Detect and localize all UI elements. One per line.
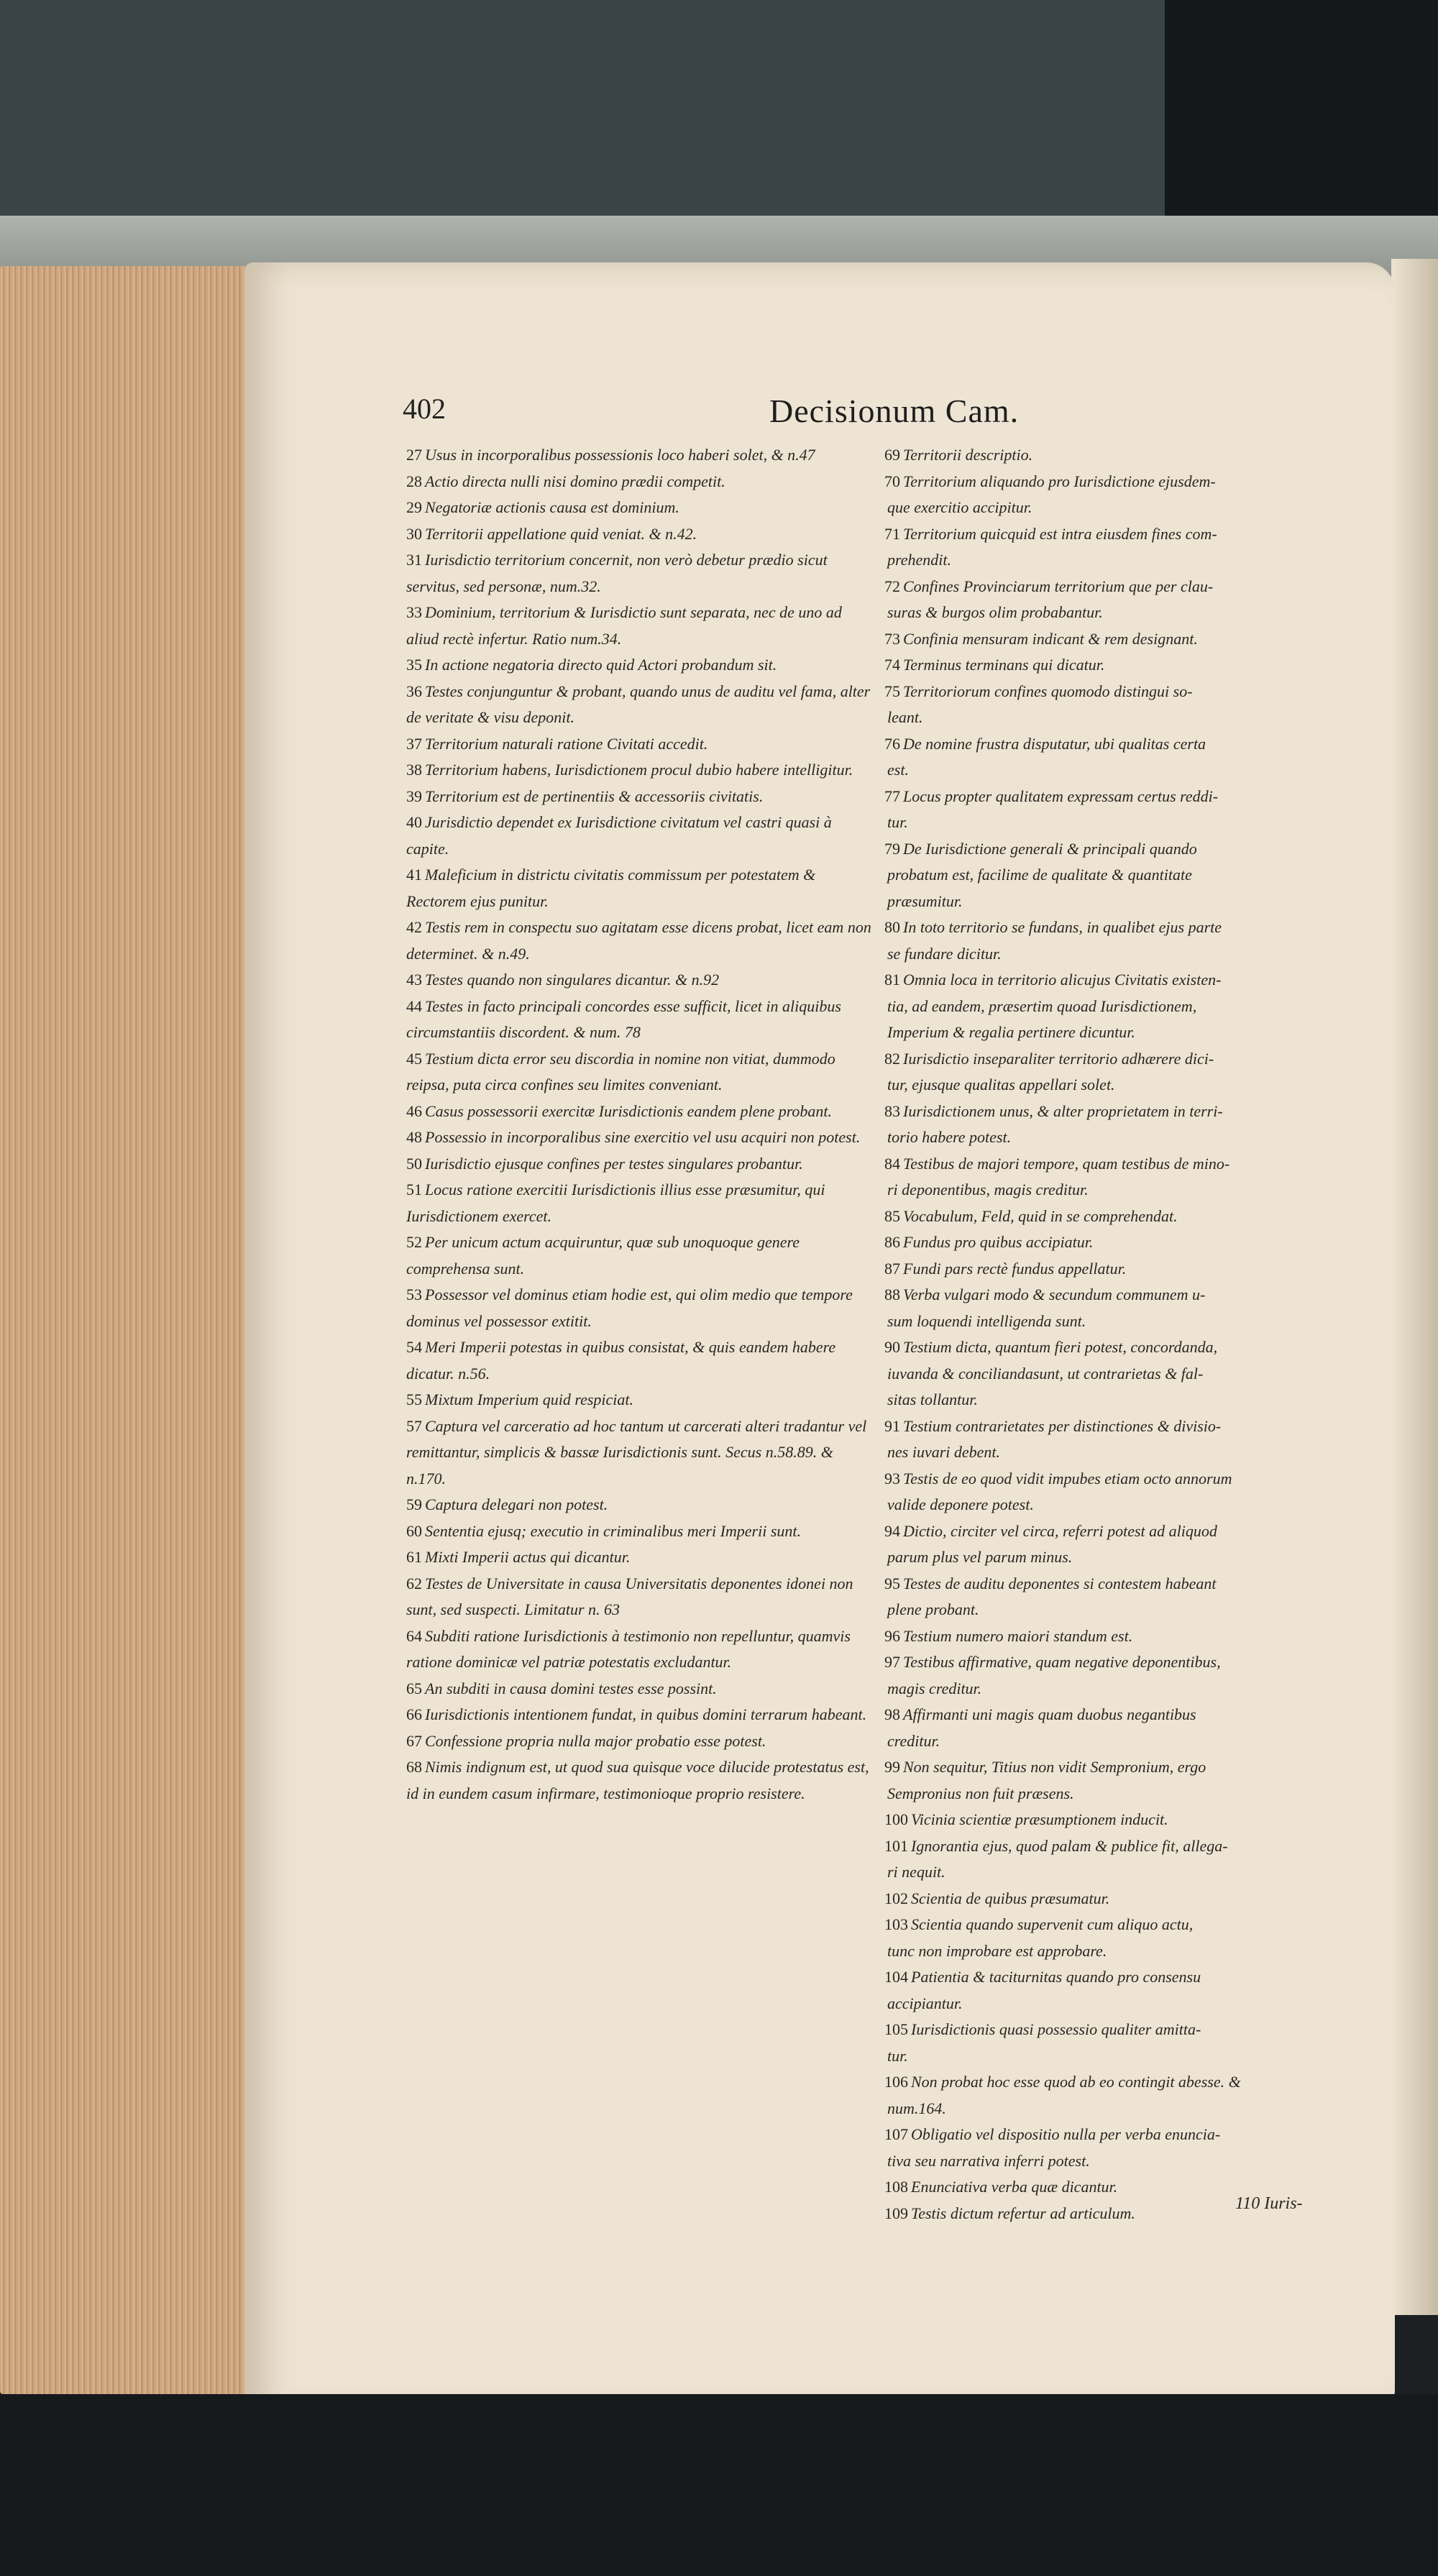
index-entry — [884, 1623, 1345, 1650]
entry-text: In toto territorio se fundans, in qualibet ejus parte — [903, 918, 1222, 936]
entry-number: 83 — [884, 1101, 900, 1120]
entry-text: Per unicum actum acquiruntur, quæ sub unoquoque genere comprehensa sunt. — [406, 1233, 800, 1278]
index-entry — [884, 1072, 1345, 1099]
entry-number: 80 — [884, 918, 900, 936]
entry-text: tur, ejusque qualitas appellari solet. — [887, 1076, 1115, 1094]
entry-text: Fundi pars rectè fundus appellatur. — [903, 1259, 1127, 1278]
facing-page-edge — [1391, 259, 1438, 2315]
entry-text: Testes conjunguntur & probant, quando unus de auditu vel fama, alter de veritate & visu deponit. — [406, 682, 871, 726]
entry-number: 48 — [406, 1128, 422, 1146]
index-column-left — [406, 442, 874, 1807]
entry-text: Testis dictum refertur ad articulum. — [911, 2204, 1135, 2222]
entry-text: Omnia loca in territorio alicujus Civitatis existen- — [903, 971, 1222, 989]
index-entry — [884, 1099, 1345, 1125]
index-entry — [884, 679, 1345, 705]
entry-text: sitas tollantur. — [887, 1390, 978, 1408]
index-entry — [884, 1124, 1345, 1151]
entry-text: Scientia de quibus præsumatur. — [911, 1889, 1110, 1907]
index-entry — [884, 1781, 1345, 1807]
entry-text: nes iuvari debent. — [887, 1443, 1001, 1461]
index-entry — [884, 1492, 1345, 1518]
catchword: 110 Iuris- — [1235, 2194, 1303, 2213]
index-entry — [884, 652, 1345, 679]
index-entry — [406, 1702, 874, 1728]
entry-text: Testis de eo quod vidit impubes etiam octo annorum — [903, 1469, 1232, 1488]
index-entry — [884, 1544, 1345, 1571]
entry-text: De nomine frustra disputatur, ubi qualitas certa — [903, 734, 1206, 753]
index-entry — [884, 1728, 1345, 1755]
entry-text: An subditi in causa domini testes esse possint. — [425, 1679, 717, 1697]
index-entry — [884, 2148, 1345, 2175]
index-entry — [884, 994, 1345, 1020]
entry-text: Vicinia scientiæ præsumptionem inducit. — [911, 1810, 1168, 1828]
index-entry — [884, 889, 1345, 915]
entry-text: Confessione propria nulla major probatio esse potest. — [425, 1731, 766, 1750]
entry-text: Confinia mensuram indicant & rem designant. — [903, 629, 1198, 648]
entry-number: 93 — [884, 1469, 900, 1488]
entry-number: 74 — [884, 656, 900, 674]
entry-number: 71 — [884, 524, 900, 543]
index-entry — [884, 1807, 1345, 1833]
entry-number: 59 — [406, 1495, 422, 1513]
entry-number: 77 — [884, 787, 900, 805]
index-entry — [884, 521, 1345, 548]
entry-text: tiva seu narrativa inferri potest. — [887, 2151, 1090, 2170]
entry-number: 76 — [884, 734, 900, 753]
entry-number: 39 — [406, 787, 422, 805]
index-entry — [406, 967, 874, 994]
entry-text: Scientia quando supervenit cum aliquo actu, — [911, 1915, 1194, 1933]
entry-text: Iurisdictionem unus, & alter proprietatem in terri- — [903, 1101, 1223, 1120]
entry-text: Testibus affirmative, quam negative deponentibus, — [903, 1653, 1221, 1671]
index-entry — [884, 1649, 1345, 1676]
entry-number: 37 — [406, 734, 422, 753]
entry-number: 79 — [884, 839, 900, 858]
entry-text: Testium contrarietates per distinctiones & divisio- — [903, 1416, 1222, 1435]
entry-text: Dictio, circiter vel circa, referri potest ad aliquod — [903, 1521, 1217, 1540]
index-entry — [884, 1177, 1345, 1204]
entry-number: 46 — [406, 1101, 422, 1120]
entry-text: prehendit. — [887, 551, 951, 569]
entry-text: Iurisdictio territorium concernit, non verò debetur prædio sicut servitus, sed personæ, num.32. — [406, 551, 828, 595]
entry-text: Testibus de majori tempore, quam testibus de mino- — [903, 1154, 1230, 1173]
entry-number: 33 — [406, 603, 422, 621]
entry-text: Dominium, territorium & Iurisdictio sunt separata, nec de uno ad aliud rectè infertur. Ratio num.34. — [406, 603, 842, 648]
entry-text: accipiantur. — [887, 1994, 963, 2012]
entry-number: 53 — [406, 1285, 422, 1303]
index-entry — [884, 1439, 1345, 1466]
entry-text: Verba vulgari modo & secundum communem u- — [903, 1285, 1206, 1303]
entry-number: 68 — [406, 1758, 422, 1776]
index-entry — [884, 1754, 1345, 1781]
entry-text: Testes de Universitate in causa Universitatis deponentes idonei non sunt, sed suspecti. Limitatur n. 63 — [406, 1574, 853, 1618]
index-entry — [406, 1544, 874, 1571]
entry-number: 109 — [884, 2204, 908, 2222]
entry-text: Affirmanti uni magis quam duobus negantibus — [903, 1705, 1196, 1723]
entry-number: 44 — [406, 996, 422, 1015]
entry-number: 72 — [884, 577, 900, 595]
index-entry — [884, 862, 1345, 889]
entry-text: Sententia ejusq; executio in criminalibus meri Imperii sunt. — [425, 1521, 802, 1540]
entry-number: 43 — [406, 971, 422, 989]
entry-text: Enunciativa verba quæ dicantur. — [911, 2178, 1118, 2196]
entry-text: Non sequitur, Titius non vidit Sempronium, ergo — [903, 1758, 1206, 1776]
entry-number: 70 — [884, 472, 900, 490]
entry-text: Ignorantia ejus, quod palam & publice fit, allega- — [911, 1836, 1228, 1855]
entry-text: Subditi ratione Iurisdictionis à testimonio non repelluntur, quamvis ratione dominicæ vel patriæ potestatis excludantur. — [406, 1626, 851, 1671]
entry-number: 52 — [406, 1233, 422, 1251]
entry-text: In actione negatoria directo quid Actori probandum sit. — [425, 656, 777, 674]
index-entry — [406, 495, 874, 521]
index-entry — [884, 1413, 1345, 1440]
index-entry — [884, 1387, 1345, 1413]
index-entry — [884, 1991, 1345, 2017]
entry-text: Testium dicta, quantum fieri potest, concordanda, — [903, 1338, 1218, 1356]
entry-number: 40 — [406, 813, 422, 831]
index-entry — [406, 679, 874, 731]
index-entry — [406, 915, 874, 967]
entry-text: torio habere potest. — [887, 1128, 1012, 1146]
index-entry — [884, 1151, 1345, 1178]
entry-text: leant. — [887, 708, 923, 726]
entry-text: que exercitio accipitur. — [887, 498, 1032, 516]
entry-number: 98 — [884, 1705, 900, 1723]
index-entry — [884, 2017, 1345, 2043]
entry-text: Confines Provinciarum territorium que per clau- — [903, 577, 1214, 595]
entry-text: iuvanda & conciliandasunt, ut contrarietas & fal- — [887, 1364, 1204, 1383]
index-entry — [406, 1754, 874, 1807]
index-entry — [406, 652, 874, 679]
running-head — [403, 392, 1265, 435]
index-entry — [884, 495, 1345, 521]
entry-number: 75 — [884, 682, 900, 700]
index-entry — [884, 1229, 1345, 1256]
index-entry — [884, 810, 1345, 836]
index-entry — [884, 1571, 1345, 1598]
index-entry — [406, 810, 874, 862]
entry-text: Locus propter qualitatem expressam certus reddi- — [903, 787, 1219, 805]
entry-number: 73 — [884, 629, 900, 648]
entry-text: Meri Imperii potestas in quibus consistat, & quis eandem habere dicatur. n.56. — [406, 1338, 836, 1383]
index-entry — [884, 1676, 1345, 1702]
index-entry — [406, 1676, 874, 1702]
entry-text: Territorium habens, Iurisdictionem procul dubio habere intelligitur. — [425, 761, 853, 779]
entry-text: tunc non improbare est approbare. — [887, 1941, 1107, 1960]
index-column-right — [884, 442, 1345, 2227]
background-top — [0, 0, 1165, 237]
entry-text: sum loquendi intelligenda sunt. — [887, 1311, 1086, 1330]
index-entry — [406, 731, 874, 758]
index-entry — [406, 1387, 874, 1413]
index-entry — [884, 2096, 1345, 2122]
entry-text: Mixti Imperii actus qui dicantur. — [425, 1548, 631, 1566]
entry-text: valide deponere potest. — [887, 1495, 1034, 1513]
entry-number: 42 — [406, 918, 422, 936]
index-entry — [406, 994, 874, 1046]
entry-number: 104 — [884, 1968, 908, 1986]
entry-text: Casus possessorii exercitæ Iurisdictionis eandem plene probant. — [425, 1101, 833, 1120]
page-title: Decisionum Cam. — [769, 393, 1020, 429]
entry-text: Vocabulum, Feld, quid in se comprehendat. — [903, 1206, 1178, 1225]
entry-number: 67 — [406, 1731, 422, 1750]
index-entry — [406, 442, 874, 469]
entry-number: 99 — [884, 1758, 900, 1776]
index-entry — [884, 915, 1345, 941]
entry-text: tur. — [887, 2046, 908, 2065]
index-entry — [884, 2043, 1345, 2070]
background-bottom — [0, 2394, 1438, 2576]
index-entry — [406, 1124, 874, 1151]
page-edges — [0, 266, 266, 2394]
index-entry — [884, 836, 1345, 863]
entry-text: Actio directa nulli nisi domino prædii competit. — [425, 472, 725, 490]
entry-text: est. — [887, 761, 909, 779]
entry-number: 96 — [884, 1626, 900, 1645]
index-entry — [406, 521, 874, 548]
entry-text: Territorii descriptio. — [903, 446, 1033, 464]
entry-number: 94 — [884, 1521, 900, 1540]
entry-text: Imperium & regalia pertinere dicuntur. — [887, 1023, 1135, 1041]
entry-number: 28 — [406, 472, 422, 490]
entry-text: Iurisdictionis quasi possessio qualiter amitta- — [911, 2020, 1201, 2038]
entry-number: 61 — [406, 1548, 422, 1566]
index-entry — [884, 442, 1345, 469]
index-entry — [406, 1334, 874, 1387]
index-entry — [406, 1518, 874, 1545]
index-entry — [884, 1256, 1345, 1283]
entry-number: 29 — [406, 498, 422, 516]
entry-text: Testes in facto principali concordes esse sufficit, licet in aliquibus circumstantiis discordent. & num. 78 — [406, 996, 841, 1041]
entry-number: 38 — [406, 761, 422, 779]
index-entry — [884, 941, 1345, 968]
index-entry — [884, 1334, 1345, 1361]
entry-number: 81 — [884, 971, 900, 989]
entry-number: 36 — [406, 682, 422, 700]
entry-text: Mixtum Imperium quid respiciat. — [425, 1390, 634, 1408]
entry-number: 41 — [406, 866, 422, 884]
entry-text: Obligatio vel dispositio nulla per verba enuncia- — [911, 2125, 1221, 2143]
entry-text: Fundus pro quibus accipiatur. — [903, 1233, 1094, 1251]
index-entry — [884, 1204, 1345, 1230]
index-entry — [884, 2122, 1345, 2148]
entry-number: 101 — [884, 1836, 908, 1855]
entry-number: 107 — [884, 2125, 908, 2143]
index-entry — [406, 862, 874, 915]
index-entry — [406, 547, 874, 600]
entry-number: 97 — [884, 1653, 900, 1671]
entry-text: Testis rem in conspectu suo agitatam esse dicens probat, licet eam non determinet. & n.49. — [406, 918, 871, 963]
entry-text: num.164. — [887, 2099, 946, 2117]
entry-text: Non probat hoc esse quod ab eo contingit abesse. & — [911, 2073, 1241, 2091]
entry-text: Sempronius non fuit præsens. — [887, 1784, 1074, 1802]
entry-number: 60 — [406, 1521, 422, 1540]
index-entry — [884, 1046, 1345, 1073]
entry-number: 55 — [406, 1390, 422, 1408]
entry-text: Maleficium in districtu civitatis commissum per potestatem & Rectorem ejus punitur. — [406, 866, 816, 910]
index-entry — [884, 784, 1345, 810]
entry-text: magis creditur. — [887, 1679, 982, 1697]
entry-number: 106 — [884, 2073, 908, 2091]
index-entry — [884, 2069, 1345, 2096]
entry-number: 57 — [406, 1416, 422, 1435]
index-entry — [406, 1229, 874, 1282]
index-entry — [884, 967, 1345, 994]
entry-number: 66 — [406, 1705, 422, 1723]
entry-text: Patientia & taciturnitas quando pro consensu — [911, 1968, 1201, 1986]
entry-number: 82 — [884, 1049, 900, 1068]
entry-number: 102 — [884, 1889, 908, 1907]
index-entry — [884, 705, 1345, 731]
index-entry — [406, 1571, 874, 1623]
entry-text: ri deponentibus, magis creditur. — [887, 1181, 1089, 1198]
index-entry — [884, 1518, 1345, 1545]
entry-number: 88 — [884, 1285, 900, 1303]
entry-text: Terminus terminans qui dicatur. — [903, 656, 1105, 674]
entry-number: 31 — [406, 551, 422, 569]
index-entry — [406, 1282, 874, 1334]
entry-text: Jurisdictio dependet ex Iurisdictione civitatum vel castri quasi à capite. — [406, 813, 832, 858]
page-number: 402 — [403, 393, 446, 425]
entry-text: Possessio in incorporalibus sine exercitio vel usu acquiri non potest. — [425, 1128, 861, 1146]
entry-text: se fundare dicitur. — [887, 944, 1002, 963]
index-entry — [406, 1177, 874, 1229]
index-entry — [884, 547, 1345, 574]
entry-number: 54 — [406, 1338, 422, 1356]
entry-number: 69 — [884, 446, 900, 464]
index-entry — [884, 1938, 1345, 1965]
entry-number: 27 — [406, 446, 422, 464]
entry-number: 65 — [406, 1679, 422, 1697]
index-entry — [884, 1912, 1345, 1938]
index-entry — [884, 469, 1345, 495]
index-entry — [884, 1282, 1345, 1308]
index-entry — [406, 1046, 874, 1099]
index-entry — [406, 757, 874, 784]
entry-number: 100 — [884, 1810, 908, 1828]
index-entry — [406, 469, 874, 495]
index-entry — [406, 1728, 874, 1755]
entry-text: Usus in incorporalibus possessionis loco haberi solet, & n.47 — [425, 446, 815, 464]
entry-number: 86 — [884, 1233, 900, 1251]
entry-number: 103 — [884, 1915, 908, 1933]
entry-text: Iurisdictio ejusque confines per testes singulares probantur. — [425, 1154, 803, 1173]
entry-number: 62 — [406, 1574, 422, 1592]
entry-text: præsumitur. — [887, 891, 963, 910]
entry-text: Negatoriæ actionis causa est dominium. — [425, 498, 679, 516]
entry-number: 90 — [884, 1338, 900, 1356]
entry-text: suras & burgos olim probabantur. — [887, 603, 1103, 621]
index-entry — [884, 1019, 1345, 1046]
entry-number: 95 — [884, 1574, 900, 1592]
index-entry — [406, 1151, 874, 1178]
index-entry — [406, 1413, 874, 1493]
index-entry — [884, 1702, 1345, 1728]
entry-text: Territorium aliquando pro Iurisdictione ejusdem- — [903, 472, 1216, 490]
entry-text: De Iurisdictione generali & principali quando — [903, 839, 1197, 858]
entry-number: 108 — [884, 2178, 908, 2196]
entry-number: 105 — [884, 2020, 908, 2038]
entry-text: Testium dicta error seu discordia in nomine non vitiat, dummodo reipsa, puta circa confines seu limites conveniant. — [406, 1049, 835, 1094]
index-entry — [884, 1597, 1345, 1623]
index-entry — [884, 574, 1345, 600]
entry-text: Possessor vel dominus etiam hodie est, qui olim medio que tempore dominus vel possessor extitit. — [406, 1285, 853, 1330]
entry-text: parum plus vel parum minus. — [887, 1548, 1073, 1566]
index-entry — [884, 731, 1345, 758]
entry-number: 30 — [406, 524, 422, 543]
index-entry — [884, 1466, 1345, 1493]
entry-text: Territorii appellatione quid veniat. & n.42. — [425, 524, 697, 543]
entry-text: Territorium est de pertinentiis & accessoriis civitatis. — [425, 787, 764, 805]
index-entry — [884, 1964, 1345, 1991]
index-entry — [884, 1859, 1345, 1886]
entry-text: tia, ad eandem, præsertim quoad Iurisdictionem, — [887, 996, 1197, 1015]
entry-text: Testium numero maiori standum est. — [903, 1626, 1133, 1645]
index-entry — [884, 626, 1345, 653]
entry-text: Testes quando non singulares dicantur. & n.92 — [425, 971, 720, 989]
entry-text: creditur. — [887, 1731, 940, 1750]
entry-text: Captura vel carceratio ad hoc tantum ut carcerati alteri tradantur vel remittantur, simplicis & bassæ Iurisdictionis sunt. Secus n.58.89. & n.170. — [406, 1416, 867, 1488]
entry-number: 50 — [406, 1154, 422, 1173]
entry-text: Iurisdictio inseparaliter territorio adhærere dici- — [903, 1049, 1214, 1068]
index-entry — [406, 1099, 874, 1125]
entry-text: Territorium naturali ratione Civitati accedit. — [425, 734, 708, 753]
entry-text: tur. — [887, 813, 908, 831]
entry-text: probatum est, facilime de qualitate & quantitate — [887, 866, 1192, 884]
entry-number: 51 — [406, 1181, 422, 1198]
index-entry — [884, 1361, 1345, 1388]
entry-text: Testes de auditu deponentes si contestem habeant — [903, 1574, 1217, 1592]
entry-number: 84 — [884, 1154, 900, 1173]
index-entry — [406, 784, 874, 810]
index-entry — [406, 600, 874, 652]
index-entry — [884, 1308, 1345, 1335]
index-entry — [884, 757, 1345, 784]
entry-text: Iurisdictionis intentionem fundat, in quibus domini terrarum habeant. — [425, 1705, 867, 1723]
index-entry — [884, 1886, 1345, 1912]
index-entry — [406, 1492, 874, 1518]
entry-number: 87 — [884, 1259, 900, 1278]
entry-number: 64 — [406, 1626, 422, 1645]
entry-text: Nimis indignum est, ut quod sua quisque voce dilucide protestatus est, id in eundem casum infirmare, testimonioque proprio resistere. — [406, 1758, 869, 1802]
entry-number: 45 — [406, 1049, 422, 1068]
entry-text: Territoriorum confines quomodo distingui so- — [903, 682, 1193, 700]
entry-number: 91 — [884, 1416, 900, 1435]
entry-text: plene probant. — [887, 1600, 979, 1618]
entry-text: Captura delegari non potest. — [425, 1495, 608, 1513]
entry-number: 35 — [406, 656, 422, 674]
index-entry — [884, 600, 1345, 626]
entry-text: Locus ratione exercitii Iurisdictionis illius esse præsumitur, qui Iurisdictionem exercet. — [406, 1181, 825, 1225]
entry-text: ri nequit. — [887, 1863, 945, 1881]
index-entry — [884, 1833, 1345, 1860]
entry-text: Territorium quicquid est intra eiusdem fines com- — [903, 524, 1217, 543]
entry-number: 85 — [884, 1206, 900, 1225]
index-entry — [406, 1623, 874, 1676]
